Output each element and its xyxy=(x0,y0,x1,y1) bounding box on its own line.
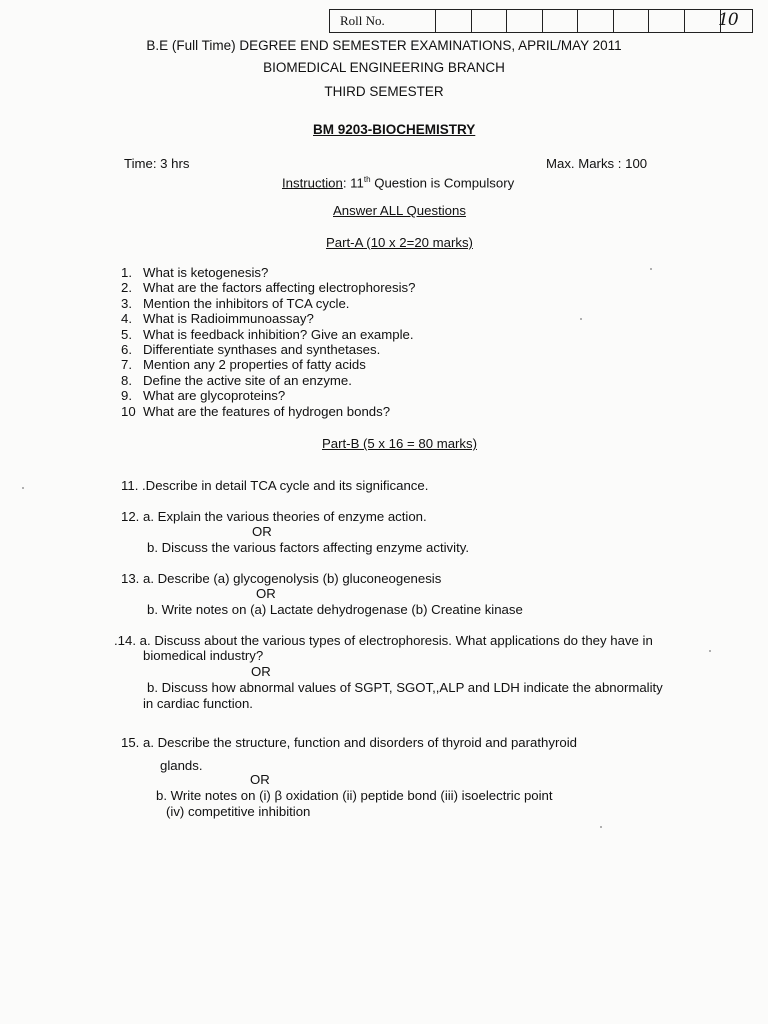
question-15b-line1: b. Write notes on (i) β oxidation (ii) peptide bond (iii) isoelectric point xyxy=(156,788,553,803)
question-15a-line1: 15. a. Describe the structure, function and disorders of thyroid and parathyroid xyxy=(121,735,577,750)
part-a-question xyxy=(0,388,768,404)
part-b-heading: Part-B (5 x 16 = 80 marks) xyxy=(322,436,478,451)
question-text: Differentiate synthases and synthetases. xyxy=(143,342,381,357)
question-number: 6. xyxy=(121,342,132,357)
question-12a: 12. a. Explain the various theories of enzyme action. xyxy=(121,509,427,524)
question-text: What are glycoproteins? xyxy=(143,388,286,404)
question-number: 5. xyxy=(121,326,132,342)
part-a-question xyxy=(0,342,768,358)
question-text: Mention the inhibitors of TCA cycle. xyxy=(143,295,350,311)
roll-number-cell xyxy=(507,10,543,32)
part-a-question xyxy=(0,327,768,343)
roll-number-cell xyxy=(436,10,472,32)
instruction-label: Instruction xyxy=(282,175,343,191)
part-a-question xyxy=(0,280,768,296)
handwritten-page-mark: 10 xyxy=(718,10,738,30)
scan-speck xyxy=(580,318,582,320)
part-a-question xyxy=(0,404,768,420)
question-13b: b. Write notes on (a) Lactate dehydrogenase (b) Creatine kinase xyxy=(147,602,523,617)
roll-number-label: Roll No. xyxy=(330,10,436,32)
question-text: What are the factors affecting electrophoresis? xyxy=(143,280,416,296)
question-15-or: OR xyxy=(250,772,270,787)
course-title: BM 9203-BIOCHEMISTRY xyxy=(313,122,476,137)
question-text: What is feedback inhibition? Give an example. xyxy=(143,326,414,342)
max-marks: Max. Marks : 100 xyxy=(546,156,648,171)
roll-number-cell xyxy=(543,10,579,32)
scan-speck xyxy=(650,268,652,270)
part-a-question xyxy=(0,296,768,312)
question-15b-line2: (iv) competitive inhibition xyxy=(166,804,311,819)
question-number: 3. xyxy=(121,295,132,311)
instruction-pre: : 11 xyxy=(342,175,364,191)
question-13-or: OR xyxy=(256,586,276,601)
roll-number-cell xyxy=(472,10,508,32)
instruction-line xyxy=(282,172,514,191)
part-a-heading: Part-A (10 x 2=20 marks) xyxy=(326,235,473,250)
question-text: What is Radioimmunoassay? xyxy=(143,311,314,327)
question-number: 2. xyxy=(121,280,132,296)
question-14b-line2: in cardiac function. xyxy=(143,696,253,711)
part-a-question xyxy=(0,311,768,327)
instruction-post: Question is Compulsory xyxy=(370,175,515,191)
question-number: 9. xyxy=(121,388,132,404)
question-15a-line2: glands. xyxy=(160,758,203,773)
answer-all-heading: Answer ALL Questions xyxy=(333,203,466,218)
roll-number-cell xyxy=(649,10,685,32)
part-a-question xyxy=(0,265,768,281)
question-14a-line1: .14. a. Discuss about the various types of electrophoresis. What applications do they have in xyxy=(114,633,653,648)
instruction-sup: th xyxy=(363,175,371,184)
question-13a: 13. a. Describe (a) glycogenolysis (b) gluconeogenesis xyxy=(121,571,442,586)
question-number: 4. xyxy=(121,311,132,327)
question-text: What is ketogenesis? xyxy=(143,265,269,280)
question-14b-line1: b. Discuss how abnormal values of SGPT, SGOT,,ALP and LDH indicate the abnormality xyxy=(147,680,663,695)
roll-number-box xyxy=(329,9,721,33)
scan-speck xyxy=(22,487,24,489)
semester-title: THIRD SEMESTER xyxy=(324,84,444,99)
question-text: Mention any 2 properties of fatty acids xyxy=(143,357,366,373)
part-a-question xyxy=(0,373,768,389)
scan-speck xyxy=(709,650,711,652)
question-12b: b. Discuss the various factors affecting enzyme activity. xyxy=(147,540,470,555)
roll-number-cell xyxy=(614,10,650,32)
question-14a-line2: biomedical industry? xyxy=(143,648,264,663)
question-12-or: OR xyxy=(252,524,272,539)
question-number: 8. xyxy=(121,372,132,388)
roll-number-cell xyxy=(578,10,614,32)
branch-title: BIOMEDICAL ENGINEERING BRANCH xyxy=(263,60,505,75)
question-text: Define the active site of an enzyme. xyxy=(143,372,352,388)
exam-title: B.E (Full Time) DEGREE END SEMESTER EXAMINATIONS, APRIL/MAY 2011 xyxy=(146,38,622,53)
question-number: 7. xyxy=(121,357,132,373)
question-number: 10 xyxy=(121,403,136,419)
part-a-question xyxy=(0,357,768,373)
question-text: What are the features of hydrogen bonds? xyxy=(143,403,391,419)
scan-speck xyxy=(600,826,602,828)
question-number: 1. xyxy=(121,265,132,280)
question-11: 11. .Describe in detail TCA cycle and its significance. xyxy=(121,478,429,493)
time-allowed: Time: 3 hrs xyxy=(124,156,190,171)
question-14-or: OR xyxy=(251,664,271,679)
